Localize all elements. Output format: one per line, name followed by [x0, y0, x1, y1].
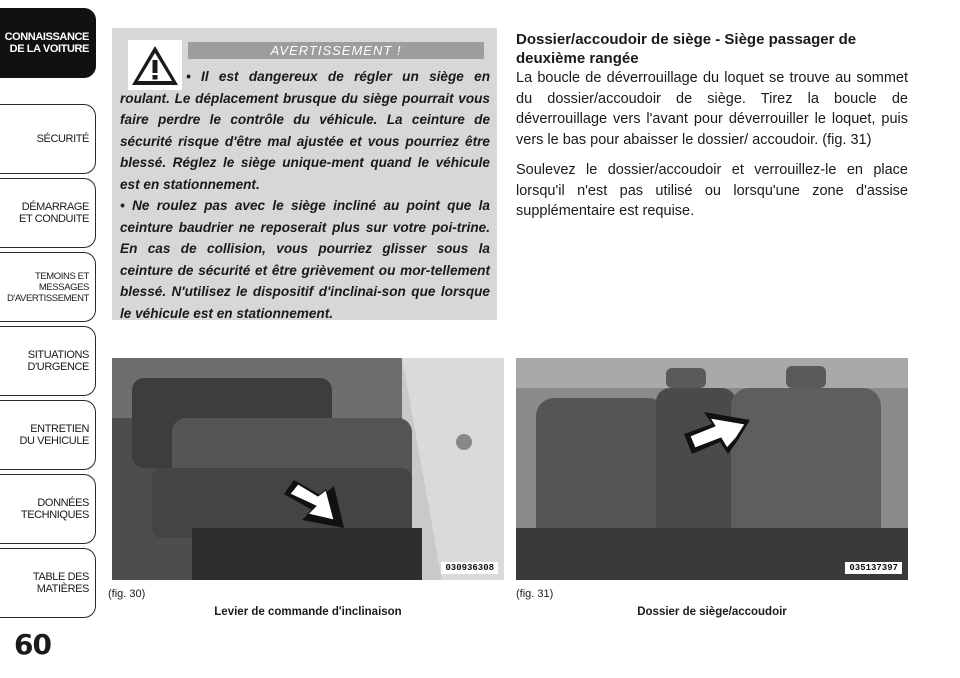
warning-box: [112, 28, 497, 320]
warning-bullet: • Ne roulez pas avec le siège incliné au point que la ceinture baudrier ne reposerait plus sur votre poi-trine. En cas de collision, vous pourriez glisser sous la ceinture de sécurité et être grièvement ou mor-tellement blessé. N'utilisez le dispositif d'inclinai-son que lorsque le véhicule est en stationnement.: [120, 198, 490, 321]
figure-code: 035137397: [845, 562, 902, 574]
tab-label: ENTRETIEN DU VEHICULE: [19, 423, 89, 447]
figure-seat-recline: [112, 358, 504, 580]
tab-label: TEMOINS ET MESSAGES D'AVERTISSEMENT: [6, 270, 89, 304]
paragraph: La boucle de déverrouillage du loquet se trouve au sommet du dossier/accoudoir de siège. Tirez la boucle de déverrouillage vers l'avant pour déverrouiller le loquet, puis vers le bas pour abaisser le dossier/ accoudoir. (fig. 31): [516, 70, 908, 148]
section-text: [516, 30, 908, 222]
tab-connaissance[interactable]: [0, 8, 96, 78]
tab-table[interactable]: [0, 548, 96, 618]
figure-armrest: [516, 358, 908, 580]
tab-securite[interactable]: [0, 104, 96, 174]
tab-label: SÉCURITÉ: [36, 133, 89, 145]
warning-bullet: • Il est dangereux de régler un siège en roulant. Le déplacement brusque du siège pourrait vous faire perdre le contrôle du véhicule. La ceinture de sécurité risque d'être mal ajustée et vous pourriez être blessé. Réglez le siège unique-ment quand le véhicule est en stationnement.: [120, 69, 490, 192]
tab-label: DONNÉES TECHNIQUES: [20, 497, 89, 521]
tab-entretien[interactable]: [0, 400, 96, 470]
tab-label: CONNAISSANCE DE LA VOITURE: [4, 31, 89, 55]
page-number: 60: [14, 628, 51, 661]
tab-demarrage[interactable]: [0, 178, 96, 248]
figure-caption: Levier de commande d'inclinaison: [214, 606, 402, 618]
tab-label: SITUATIONS D'URGENCE: [27, 349, 89, 373]
armrest-photo: [516, 358, 908, 580]
seat-photo: [112, 358, 504, 580]
tab-donnees[interactable]: [0, 474, 96, 544]
paragraph: Soulevez le dossier/accoudoir et verrouillez-le en place lorsqu'il n'est pas utilisé ou lorsqu'une zone d'assise supplémentaire est requise.: [516, 162, 908, 219]
warning-heading: AVERTISSEMENT !: [188, 42, 484, 59]
figure-ref: (fig. 30): [108, 588, 146, 600]
warning-text: [120, 66, 490, 324]
sidebar-tabs: [0, 0, 100, 678]
tab-situations[interactable]: [0, 326, 96, 396]
figure-ref: (fig. 31): [516, 588, 554, 600]
figure-caption: Dossier de siège/accoudoir: [637, 606, 787, 618]
tab-label: TABLE DES MATIÈRES: [32, 571, 89, 595]
tab-label: DÉMARRAGE ET CONDUITE: [19, 201, 89, 225]
tab-temoins[interactable]: [0, 252, 96, 322]
figure-code: 030936308: [441, 562, 498, 574]
section-title: Dossier/accoudoir de siège - Siège passager de deuxième rangée: [516, 31, 857, 67]
